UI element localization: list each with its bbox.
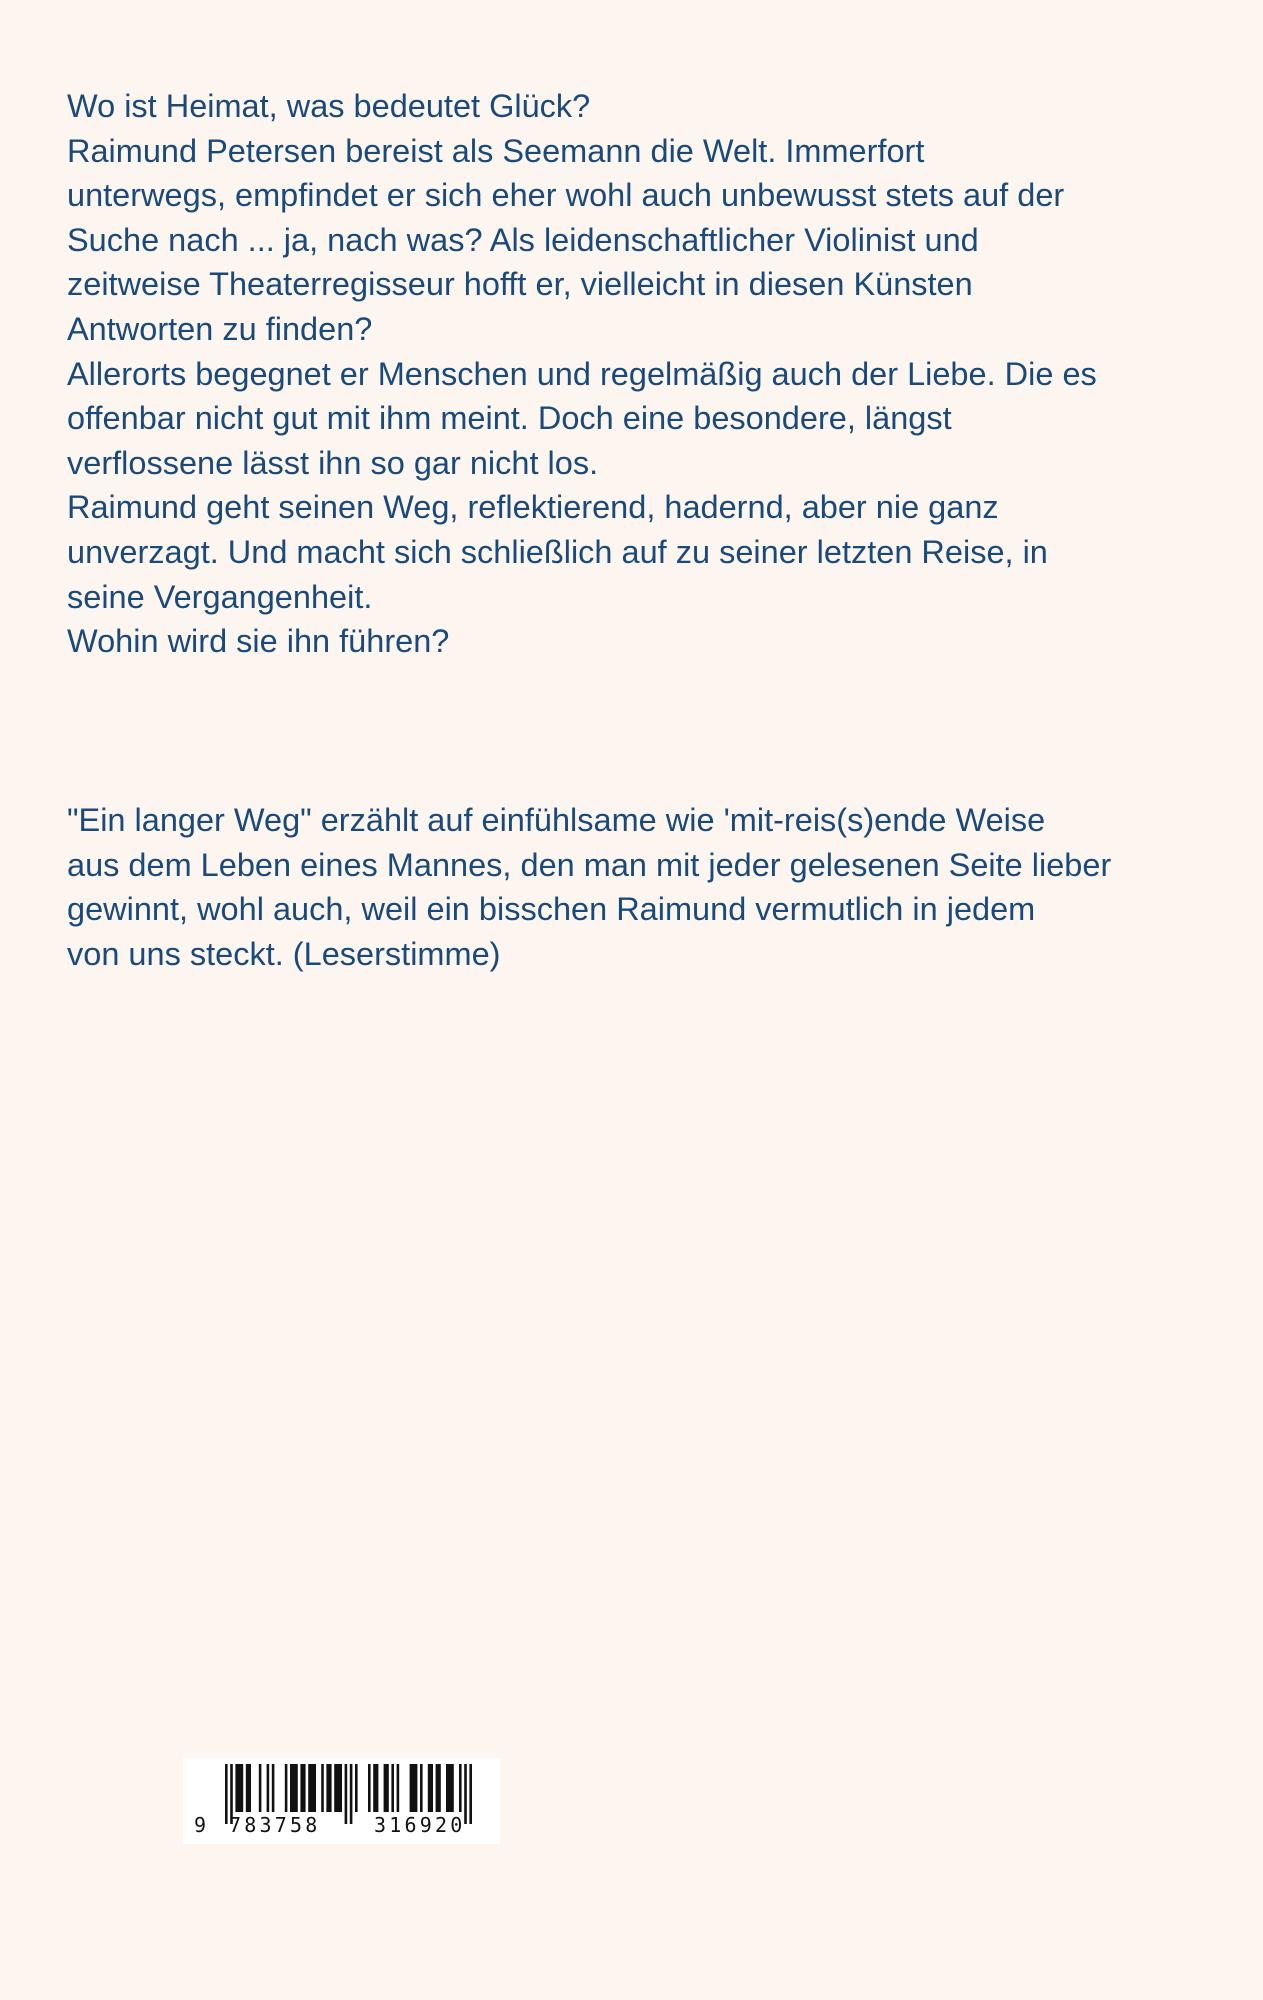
blurb-line: unterwegs, empfindet er sich eher wohl auch unbewusst stets auf der xyxy=(67,177,1065,214)
barcode-bar xyxy=(272,1764,275,1812)
barcode-bar xyxy=(459,1764,462,1812)
barcode-bar xyxy=(326,1764,331,1812)
barcode-guard-bar xyxy=(225,1764,228,1824)
barcode-bar xyxy=(446,1764,454,1812)
reader-quote xyxy=(67,798,1227,976)
barcode-bar xyxy=(235,1764,243,1812)
barcode-bar xyxy=(428,1764,433,1812)
blurb-line: Allerorts begegnet er Menschen und regelmäßig auch der Liebe. Die es xyxy=(67,355,1097,392)
barcode-bar xyxy=(290,1764,298,1812)
blurb-line: unverzagt. Und macht sich schließlich auf zu seiner letzten Reise, in xyxy=(67,533,1048,570)
barcode-bar xyxy=(410,1764,418,1812)
quote-line: "Ein langer Weg" erzählt auf einfühlsame wie 'mit-reis(s)ende Weise xyxy=(67,802,1046,838)
barcode-lead-digit: 9 xyxy=(194,1813,210,1837)
blurb-line: zeitweise Theaterregisseur hofft er, vielleicht in diesen Künsten xyxy=(67,266,973,303)
isbn-barcode xyxy=(183,1758,500,1844)
barcode-bar xyxy=(397,1764,400,1812)
blurb-line: Wohin wird sie ihn führen? xyxy=(67,623,450,660)
barcode-bar xyxy=(391,1764,394,1812)
barcode-guard-bar xyxy=(345,1764,348,1824)
barcode-bar xyxy=(355,1764,358,1812)
barcode-bar xyxy=(285,1764,288,1812)
blurb-line: Antworten zu finden? xyxy=(67,310,373,347)
barcode-bar xyxy=(420,1764,423,1812)
barcode-bar xyxy=(368,1764,371,1812)
barcode-bar xyxy=(334,1764,342,1812)
barcode-bar xyxy=(384,1764,389,1812)
blurb-line: Raimund geht seinen Weg, reflektierend, hadernd, aber nie ganz xyxy=(67,489,999,526)
barcode-right-digits: 316920 xyxy=(374,1813,466,1837)
quote-line: aus dem Leben eines Mannes, den man mit jeder gelesenen Seite lieber xyxy=(67,846,1112,883)
barcode-bar xyxy=(300,1764,305,1812)
blurb-line: verflossene lässt ihn so gar nicht los. xyxy=(67,444,599,481)
blurb-line: Suche nach ... ja, nach was? Als leidenschaftlicher Violinist und xyxy=(67,221,979,258)
barcode-bar xyxy=(321,1764,324,1812)
barcode-bar xyxy=(308,1764,316,1812)
barcode-bar xyxy=(373,1764,378,1812)
blurb-line: Wo ist Heimat, was bedeutet Glück? xyxy=(67,88,591,124)
blurb-text xyxy=(67,84,1227,664)
barcode-guard-bar xyxy=(469,1764,472,1824)
blurb-line: seine Vergangenheit. xyxy=(67,578,373,615)
barcode-bar xyxy=(259,1764,262,1812)
barcode-guard-bar xyxy=(350,1764,353,1824)
blurb-line: Raimund Petersen bereist als Seemann die Welt. Immerfort xyxy=(67,132,925,169)
barcode-bar xyxy=(267,1764,270,1812)
blurb-line: offenbar nicht gut mit ihm meint. Doch eine besondere, längst xyxy=(67,400,952,437)
quote-line: gewinnt, wohl auch, weil ein bisschen Raimund vermutlich in jedem xyxy=(67,891,1036,928)
barcode-bar xyxy=(246,1764,251,1812)
barcode-bar xyxy=(436,1764,441,1812)
barcode-left-digits: 783758 xyxy=(229,1813,321,1837)
quote-line: von uns steckt. (Leserstimme) xyxy=(67,935,501,972)
